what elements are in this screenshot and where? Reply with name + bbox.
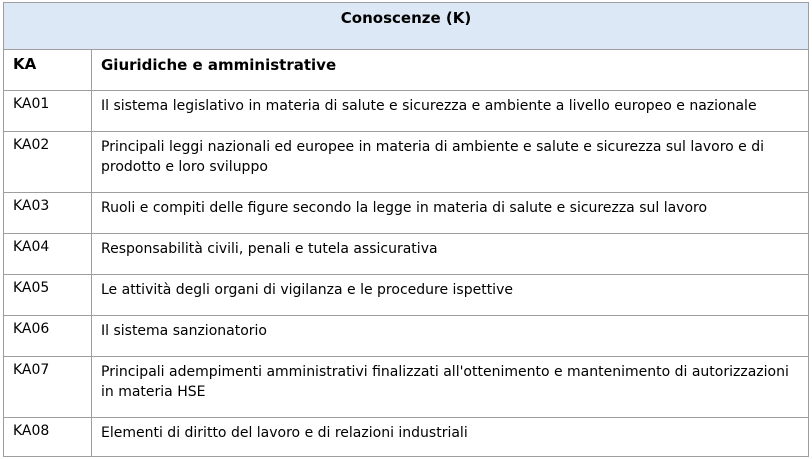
row-code: KA01 <box>4 91 92 132</box>
row-code: KA04 <box>4 234 92 275</box>
row-text: Principali adempimenti amministrativi finalizzati all'ottenimento e mantenimento di autorizzazioni in materia HSE <box>92 357 809 418</box>
row-text: Ruoli e compiti delle figure secondo la legge in materia di salute e sicurezza sul lavoro <box>92 193 809 234</box>
table-row <box>4 193 809 234</box>
row-code: KA03 <box>4 193 92 234</box>
row-text: Elementi di diritto del lavoro e di relazioni industriali <box>92 418 809 457</box>
table-row <box>4 132 809 193</box>
table-row <box>4 316 809 357</box>
table-row <box>4 357 809 418</box>
table-row <box>4 91 809 132</box>
row-text: Le attività degli organi di vigilanza e le procedure ispettive <box>92 275 809 316</box>
row-text: Il sistema legislativo in materia di salute e sicurezza e ambiente a livello europeo e nazionale <box>92 91 809 132</box>
row-code: KA06 <box>4 316 92 357</box>
section-code: KA <box>4 50 92 91</box>
table-row <box>4 234 809 275</box>
row-text: Il sistema sanzionatorio <box>92 316 809 357</box>
table-row <box>4 418 809 457</box>
table-row <box>4 275 809 316</box>
row-code: KA05 <box>4 275 92 316</box>
table-header-row <box>4 3 809 50</box>
row-code: KA08 <box>4 418 92 457</box>
section-row <box>4 50 809 91</box>
table-title: Conoscenze (K) <box>4 3 809 50</box>
knowledge-table <box>3 2 809 457</box>
row-text: Responsabilità civili, penali e tutela assicurativa <box>92 234 809 275</box>
row-code: KA07 <box>4 357 92 418</box>
section-label: Giuridiche e amministrative <box>92 50 809 91</box>
row-text: Principali leggi nazionali ed europee in materia di ambiente e salute e sicurezza sul lavoro e di prodotto e loro sviluppo <box>92 132 809 193</box>
row-code: KA02 <box>4 132 92 193</box>
